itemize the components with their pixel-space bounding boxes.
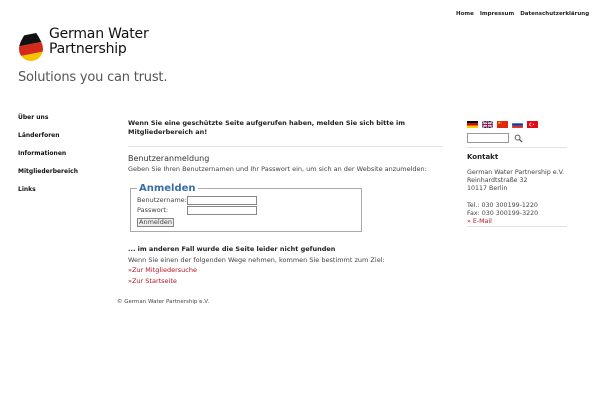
water-drop-logo-icon <box>16 23 46 63</box>
divider <box>467 226 567 227</box>
link-mitgliedersuche[interactable]: »Zur Mitgliedersuche <box>128 266 197 274</box>
not-found-heading: ... im anderen Fall wurde die Seite leider nicht gefunden <box>128 245 336 253</box>
uk-flag-icon[interactable] <box>482 121 493 128</box>
site-search <box>467 133 523 143</box>
top-nav <box>456 11 589 17</box>
password-row <box>137 206 355 215</box>
password-label: Passwort: <box>137 206 169 214</box>
login-heading: Benutzeranmeldung <box>128 154 210 163</box>
username-label: Benutzername: <box>137 196 187 204</box>
username-input[interactable] <box>187 196 257 205</box>
contact-box <box>467 153 577 226</box>
contact-heading: Kontakt <box>467 153 499 161</box>
russia-flag-icon[interactable] <box>512 121 523 128</box>
login-instructions: Geben Sie Ihren Benutzernamen und Ihr Passwort ein, um sich an der Website anzumelden: <box>128 165 427 173</box>
top-nav-datenschutz[interactable]: Datenschutzerklärung <box>520 11 590 17</box>
login-submit-button[interactable]: Anmelden <box>139 218 172 226</box>
contact-street: Reinhardtstraße 32 <box>467 177 528 184</box>
german-flag-icon[interactable] <box>467 121 478 128</box>
logo-line-2: Partnership <box>49 41 127 57</box>
search-icon[interactable] <box>514 134 523 143</box>
contact-fax: Fax: 030 300199-3220 <box>467 210 539 217</box>
logo-wordmark <box>49 27 149 57</box>
copyright: © German Water Partnership e.V. <box>117 299 210 305</box>
turkey-flag-icon[interactable] <box>527 121 538 128</box>
search-input[interactable] <box>467 133 509 143</box>
top-nav-impressum[interactable]: Impressum <box>479 11 515 17</box>
side-nav-links[interactable]: Links <box>18 186 36 193</box>
username-row <box>137 196 355 205</box>
not-found-instructions: Wenn Sie einen der folgenden Wege nehmen, kommen Sie bestimmt zum Ziel: <box>128 256 385 264</box>
contact-email-link[interactable]: » E-Mail <box>467 218 492 225</box>
language-selector <box>467 121 538 128</box>
top-nav-home[interactable]: Home <box>456 11 474 17</box>
protected-page-notice: Wenn Sie eine geschützte Seite aufgerufen haben, melden Sie sich bitte im Mitgliederbereich an! <box>128 119 406 136</box>
link-startseite[interactable]: »Zur Startseite <box>128 277 177 285</box>
main-content <box>128 119 443 287</box>
side-nav-mitgliederbereich[interactable]: Mitgliederbereich <box>18 168 78 175</box>
divider <box>467 147 567 148</box>
divider <box>128 146 443 147</box>
side-nav <box>18 114 108 204</box>
logo-line-1: German Water <box>49 26 149 42</box>
login-legend: Anmelden <box>139 183 196 194</box>
china-flag-icon[interactable] <box>497 121 508 128</box>
contact-city: 10117 Berlin <box>467 185 508 192</box>
contact-org: German Water Partnership e.V. <box>467 169 565 176</box>
password-input[interactable] <box>187 206 257 215</box>
spacer <box>467 193 577 202</box>
alternative-links <box>128 265 443 287</box>
contact-tel: Tel.: 030 300199-1220 <box>467 202 538 209</box>
side-nav-laenderforen[interactable]: Länderforen <box>18 132 60 139</box>
side-nav-ueber-uns[interactable]: Über uns <box>18 114 49 121</box>
side-nav-informationen[interactable]: Informationen <box>18 150 67 157</box>
login-form <box>130 184 362 232</box>
tagline: Solutions you can trust. <box>18 70 168 85</box>
